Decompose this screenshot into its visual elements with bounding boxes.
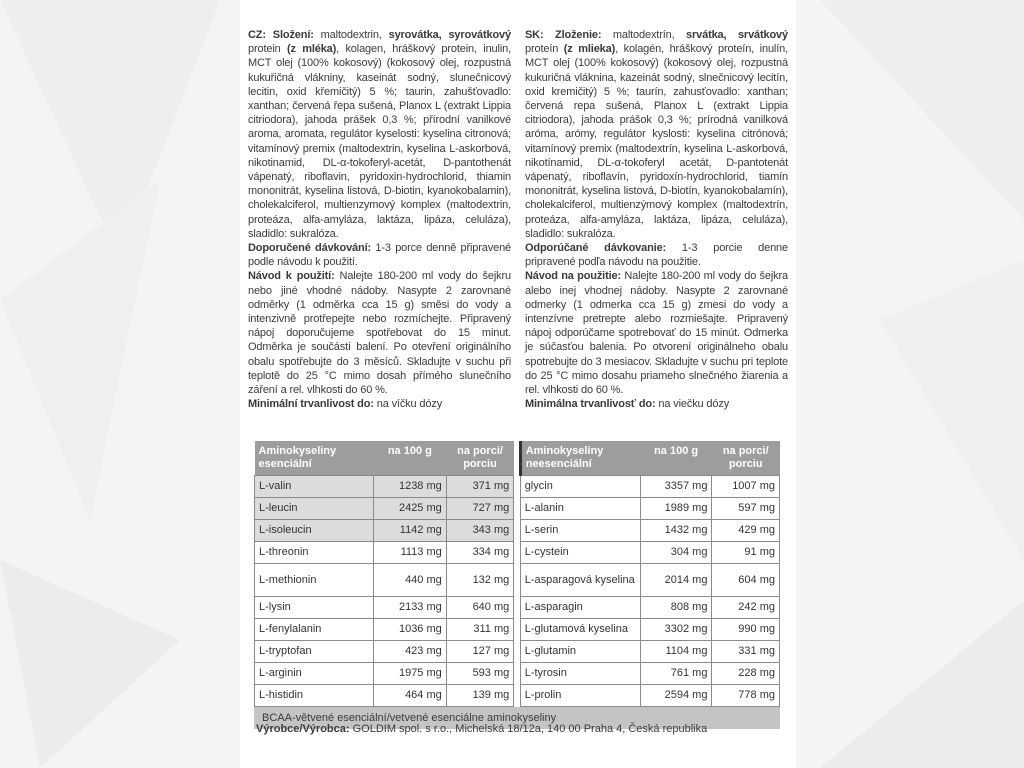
nonessential-per-portion: 597 mg	[712, 498, 780, 520]
nonessential-per-portion: 91 mg	[712, 542, 780, 564]
nonessential-per-100g: 808 mg	[640, 597, 712, 619]
nonessential-per-portion: 1007 mg	[712, 476, 780, 498]
essential-amino-name: L-fenylalanin	[255, 619, 374, 641]
nonessential-per-100g: 304 mg	[640, 542, 712, 564]
table-row	[255, 498, 780, 520]
table-row	[255, 685, 780, 707]
nonessential-per-100g: 1104 mg	[640, 641, 712, 663]
essential-amino-name: L-threonin	[255, 542, 374, 564]
nonessential-per-portion: 778 mg	[712, 685, 780, 707]
essential-per-portion: 139 mg	[446, 685, 514, 707]
nonessential-amino-name: L-cystein	[520, 542, 640, 564]
essential-amino-name: L-arginin	[255, 663, 374, 685]
table-row	[255, 542, 780, 564]
nonessential-per-portion: 990 mg	[712, 619, 780, 641]
essential-per-100g: 464 mg	[373, 685, 446, 707]
sk-shelf-life: Minimálna trvanlivosť do: na viečku dózy	[525, 398, 730, 411]
essential-per-100g: 2425 mg	[373, 498, 446, 520]
amino-rows	[255, 476, 780, 707]
nonessential-per-100g: 1989 mg	[640, 498, 712, 520]
essential-amino-name: L-valin	[255, 476, 374, 498]
nonessential-amino-name: L-asparagin	[520, 597, 640, 619]
essential-per-portion: 593 mg	[446, 663, 514, 685]
essential-per-portion: 334 mg	[446, 542, 514, 564]
header-nonessential: Aminokyseliny neesenciální	[520, 441, 640, 476]
table-row	[255, 597, 780, 619]
table-header	[255, 441, 780, 476]
cz-dosage: Doporučené dávkování: 1-3 porce denně připravené podle návodu k použití.	[248, 242, 512, 269]
nonessential-amino-name: L-tyrosin	[520, 663, 640, 685]
essential-per-100g: 423 mg	[373, 641, 446, 663]
essential-per-100g: 1113 mg	[373, 542, 446, 564]
table-row	[255, 641, 780, 663]
nonessential-per-portion: 429 mg	[712, 520, 780, 542]
header-per-100g: na 100 g	[373, 441, 446, 476]
essential-per-portion: 371 mg	[446, 476, 514, 498]
essential-per-portion: 727 mg	[446, 498, 514, 520]
cz-ingredients-label: CZ: Složení:	[248, 29, 314, 41]
header-per-portion-2: na porci/ porciu	[712, 441, 780, 476]
sk-dosage: Odporúčané dávkovanie: 1-3 porcie denne pripravené podľa návodu na použitie.	[525, 242, 788, 269]
header-per-100g-2: na 100 g	[640, 441, 712, 476]
cz-instructions: Návod k použití: Nalejte 180-200 ml vody do šejkru nebo jiné vhodné nádoby. Nasypte 2 zarovnané odměrky (1 odměrka cca 15 g) směsi do vody a intenzivně protřepejte nebo rozmíchejte. Připravený nápoj doporučujeme spotřebovat do 15 minut. Odměrka je součástí balení. Po otevření originálního obalu spotřebujte do 3 měsíců. Skladujte v suchu při teplotě do 25 °C mimo dosah přímého slunečního záření a rel. vlhkosti do 60 %.	[248, 270, 511, 397]
header-per-portion: na porci/ porciu	[446, 441, 514, 476]
nonessential-amino-name: L-asparagová kyselina	[520, 564, 640, 597]
sk-instructions: Návod na použitie: Nalejte 180-200 ml vody do šejkra alebo inej vhodnej nádoby. Nasypte 2 zarovnané odmerky (1 odmerka cca 15 g) zmesi do vody a intenzívne pretrepte alebo rozmiešajte. Pripravený nápoj odporúčame spotrebovať do 15 minút. Odmerka je súčasťou balenia. Po otvorení originálneho obalu spotrebujte do 3 mesiacov. Skladujte v suchu pri teplote do 25 °C mimo dosahu priameho slnečného žiarenia a rel. vlhkosti do 60 %.	[525, 270, 788, 397]
cz-shelf-life: Minimální trvanlivost do: na víčku dózy	[248, 398, 443, 411]
essential-amino-name: L-isoleucin	[255, 520, 374, 542]
header-essential: Aminokyseliny esenciální	[255, 441, 374, 476]
nonessential-amino-name: L-prolin	[520, 685, 640, 707]
essential-per-portion: 640 mg	[446, 597, 514, 619]
essential-per-portion: 311 mg	[446, 619, 514, 641]
essential-amino-name: L-histidin	[255, 685, 374, 707]
essential-per-portion: 127 mg	[446, 641, 514, 663]
essential-per-100g: 1238 mg	[373, 476, 446, 498]
amino-acid-table-wrap	[254, 441, 780, 729]
essential-amino-name: L-leucin	[255, 498, 374, 520]
nonessential-per-portion: 604 mg	[712, 564, 780, 597]
nonessential-amino-name: glycin	[520, 476, 640, 498]
essential-amino-name: L-lysin	[255, 597, 374, 619]
cz-ingredients: CZ: Složení: maltodextrin, syrovátka, syrovátkový protein (z mléka), kolagen, hráškový protein, inulin, MCT olej (100% kokosový) (kokosový olej, rozpustná kukuřičná vlákniny, kaseinát sodný, slunečnicový lecitin, oxid křemičitý) 5 %; taurin, zahušťovadlo: xanthan; červená řepa sušená, Planox L (extrakt Lippia citriodora), jahoda prášek 0,3 %; přírodní vanilkové aroma, aromata, regulátor kyselosti: kyselina citronová; vitamínový premix (maltodextrin, kyselina L-askorbová, nikotinamid, DL-α-tokoferyl-acetát, D-pantothenát vápenatý, riboflavin, pyridoxin-hydrochlorid, thiamin mononitrát, kyselina listová, D-biotin, kyanokobalamin), cholekalciferol, multienzymový komplex (maltodextrin, proteáza, alfa-amyláza, laktáza, lipáza, celuláza), sladidlo: sukralóza.	[248, 29, 511, 240]
sk-ingredients: SK: Zloženie: maltodextrín, srvátka, srvátkový proteín (z mlieka), kolagén, hráškový proteín, inulín, MCT olej (100% kokosový) (kokosový olej, rozpustná kukuričná vláknina, kazeinát sodný, slnečnicový lecitín, oxid kremičitý) 5 %; taurín, zahusťovadlo: xanthan; červená repa sušená, Planox L (extrakt Lippia citriodora), jahoda prášok 0,3 %; prírodná vanilková aróma, arómy, regulátor kyslosti: kyselina citrónová; vitamínový premix (maltodextrín, kyselina L-askorbová, nikotínamid, DL-α-tokoferyl acetát, D-pantotenát vápenatý, riboflavín, pyridoxín-hydrochlorid, tiamín mononitrát, kyselina listová, D-biotín, kyanokobalamín), cholekalciferol, multienzýmový komplex (maltodextrín, proteáza, alfa-amyláza, laktáza, lipáza, celuláza), sladidlo: sukralóza.	[525, 29, 788, 240]
essential-amino-name: L-tryptofan	[255, 641, 374, 663]
table-row	[255, 520, 780, 542]
table-row	[255, 619, 780, 641]
nonessential-per-100g: 1432 mg	[640, 520, 712, 542]
nonessential-amino-name: L-glutamin	[520, 641, 640, 663]
essential-per-100g: 440 mg	[373, 564, 446, 597]
nonessential-per-portion: 228 mg	[712, 663, 780, 685]
essential-amino-name: L-methionin	[255, 564, 374, 597]
essential-per-100g: 1142 mg	[373, 520, 446, 542]
essential-per-portion: 343 mg	[446, 520, 514, 542]
essential-per-100g: 1975 mg	[373, 663, 446, 685]
table-row	[255, 564, 780, 597]
nonessential-per-100g: 3302 mg	[640, 619, 712, 641]
manufacturer: Výrobce/Výrobca: GOLDIM spol. s r.o., Michelská 18/12a, 140 00 Praha 4, Česká republika	[256, 723, 708, 735]
nonessential-per-100g: 761 mg	[640, 663, 712, 685]
nonessential-amino-name: L-alanin	[520, 498, 640, 520]
nonessential-amino-name: L-glutamová kyselina	[520, 619, 640, 641]
cz-column	[248, 28, 511, 411]
table-row	[255, 476, 780, 498]
essential-per-100g: 1036 mg	[373, 619, 446, 641]
bcaa-note: BCAA-větvené esenciální/vetvené esenciálne aminokyseliny	[254, 707, 780, 729]
essential-per-portion: 132 mg	[446, 564, 514, 597]
nonessential-per-100g: 2594 mg	[640, 685, 712, 707]
nonessential-per-100g: 3357 mg	[640, 476, 712, 498]
label-content	[248, 24, 788, 768]
nonessential-per-portion: 331 mg	[712, 641, 780, 663]
sk-column	[525, 28, 788, 411]
essential-per-100g: 2133 mg	[373, 597, 446, 619]
nonessential-per-portion: 242 mg	[712, 597, 780, 619]
amino-acid-table	[254, 441, 780, 707]
nonessential-per-100g: 2014 mg	[640, 564, 712, 597]
table-row	[255, 663, 780, 685]
nonessential-amino-name: L-serin	[520, 520, 640, 542]
